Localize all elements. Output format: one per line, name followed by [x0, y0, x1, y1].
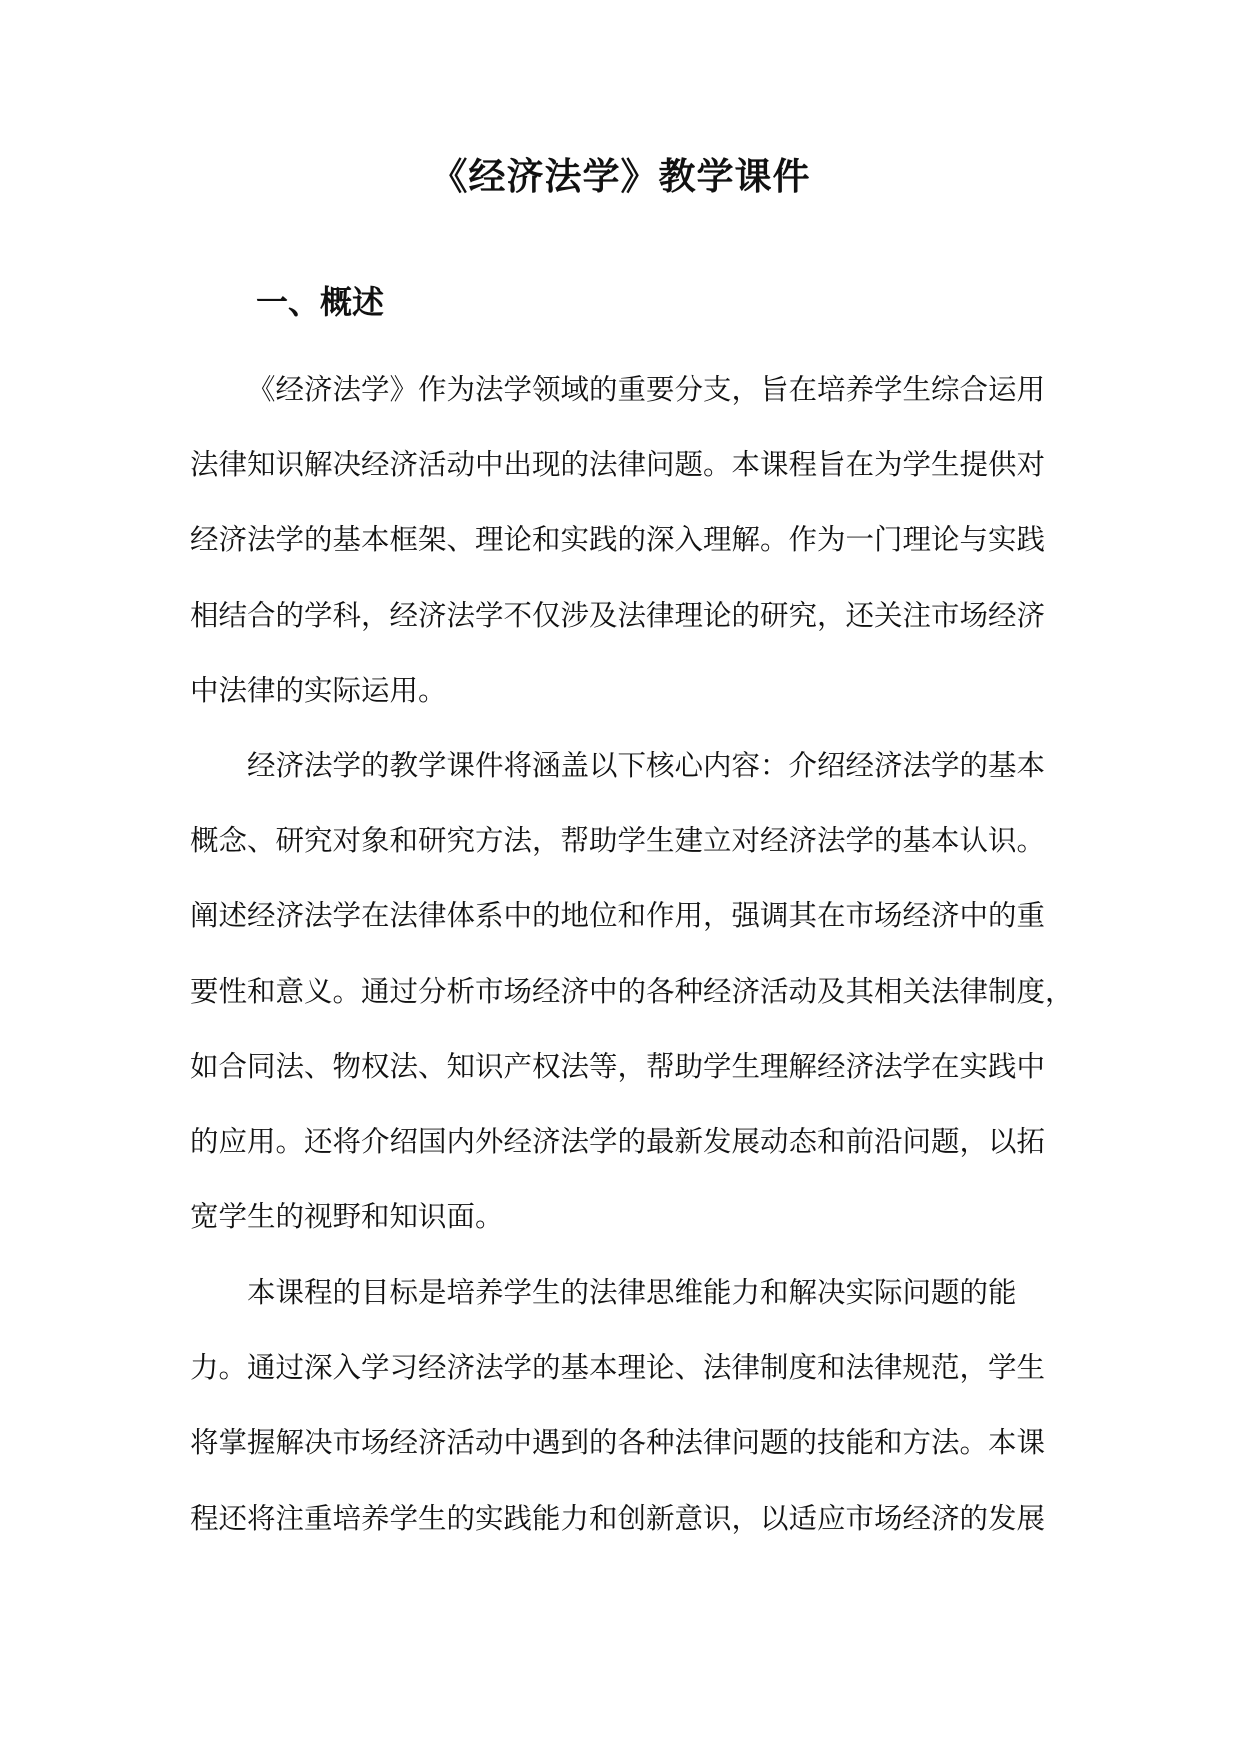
paragraph-line: 中法律的实际运用。 — [190, 673, 447, 707]
section-heading: 一、概述 — [256, 283, 385, 321]
paragraph-line: 如合同法、物权法、知识产权法等，帮助学生理解经济法学在实践中 — [190, 1049, 1046, 1083]
paragraph-line: 程还将注重培养学生的实践能力和创新意识，以适应市场经济的发展 — [190, 1501, 1046, 1535]
paragraph-line: 要性和意义。通过分析市场经济中的各种经济活动及其相关法律制度， — [190, 974, 1074, 1008]
paragraph-overview-3 — [190, 1255, 1062, 1556]
paragraph-line: 法律知识解决经济活动中出现的法律问题。本课程旨在为学生提供对 — [190, 448, 1046, 482]
paragraph-line: 经济法学的教学课件将涵盖以下核心内容：介绍经济法学的基本 — [247, 749, 1046, 782]
paragraph-line: 阐述经济法学在法律体系中的地位和作用，强调其在市场经济中的重 — [190, 899, 1046, 933]
document-title: 《经济法学》教学课件 — [430, 154, 811, 198]
paragraph-line: 将掌握解决市场经济活动中遇到的各种法律问题的技能和方法。本课 — [190, 1426, 1046, 1460]
paragraph-line: 概念、研究对象和研究方法，帮助学生建立对经济法学的基本认识。 — [190, 824, 1046, 858]
paragraph-overview-2 — [190, 728, 1074, 1254]
paragraph-line: 的应用。还将介绍国内外经济法学的最新发展动态和前沿问题，以拓 — [190, 1124, 1046, 1158]
paragraph-line: 《经济法学》作为法学领域的重要分支，旨在培养学生综合运用 — [247, 373, 1046, 406]
paragraph-overview-1 — [190, 352, 1062, 728]
paragraph-line: 本课程的目标是培养学生的法律思维能力和解决实际问题的能 — [247, 1276, 1017, 1309]
paragraph-line: 力。通过深入学习经济法学的基本理论、法律制度和法律规范，学生 — [190, 1351, 1046, 1385]
paragraph-line: 相结合的学科，经济法学不仅涉及法律理论的研究，还关注市场经济 — [190, 598, 1046, 632]
paragraph-line: 经济法学的基本框架、理论和实践的深入理解。作为一门理论与实践 — [190, 523, 1046, 557]
paragraph-line: 宽学生的视野和知识面。 — [190, 1200, 504, 1234]
